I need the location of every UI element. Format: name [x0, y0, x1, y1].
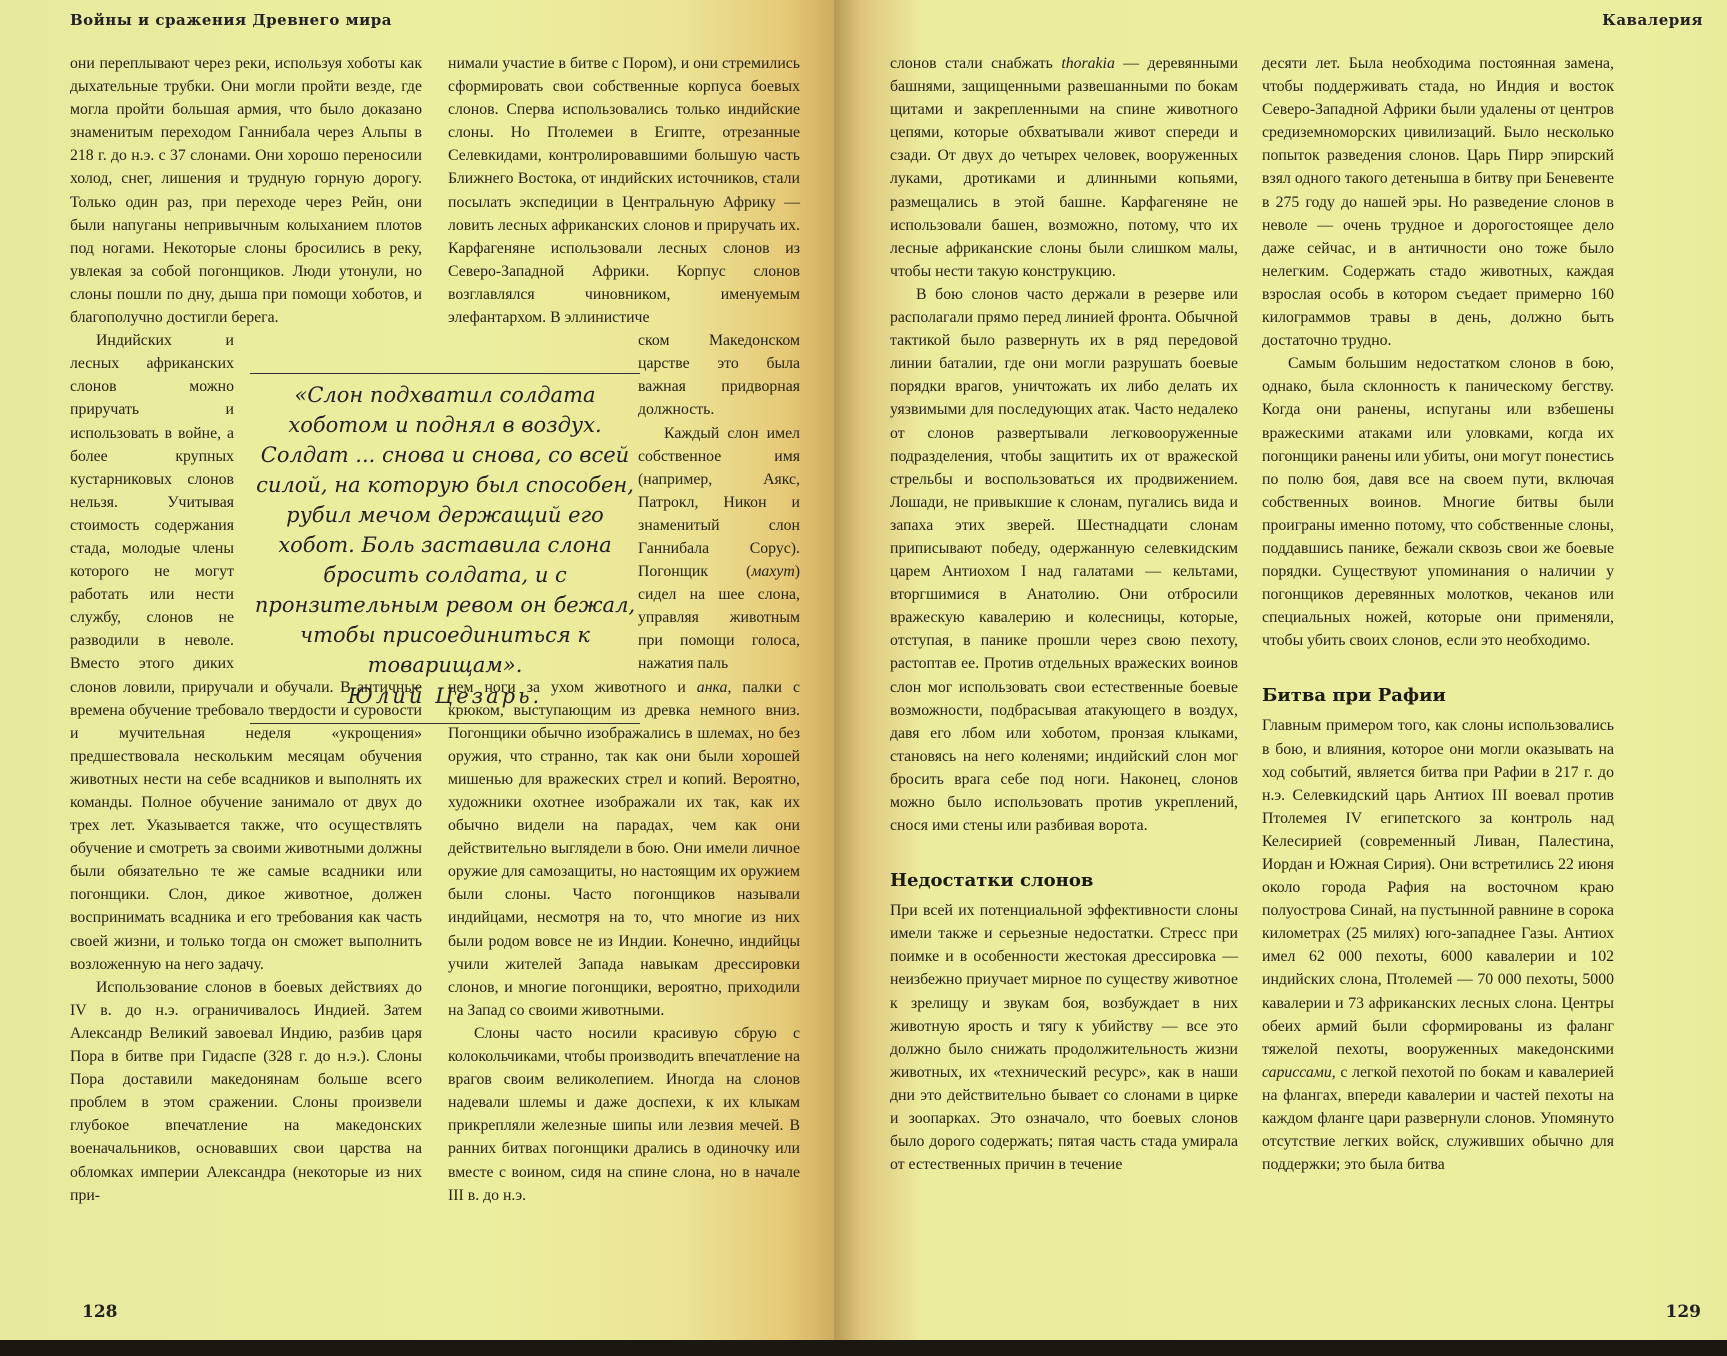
quote-text: «Слон подхватил солдата хоботом и поднял в воздух. Солдат ... снова и снова, со всей силой, на которую был способен, рубил мечом держащий его хобот. Боль заставила слона бросить солдата, и с пронзительным ревом он бежал, чтобы присоединиться к товарищам».	[254, 383, 636, 677]
paragraph-block	[638, 329, 800, 675]
paragraph	[448, 676, 800, 1022]
paragraph: Слоны часто носили красивую сбрую с колокольчиками, чтобы производить впечатление на врагов своим великолепием. Иногда на слонов надевали шлемы и даже доспехи, к их клыкам прикрепляли железные шипы или лезвия мечей. В ранних битвах погонщики дрались в одиночку или вместе с воином, сидя на спине слона, но в начале III в. до н.э.	[448, 1024, 800, 1204]
section-heading: Недостатки слонов	[890, 870, 1094, 892]
text: Главным примером того, как слоны использовались в бою, и влияния, которое они могли оказывать на ход событий, является битва при Рафии в 217 г. до н.э. Селевкидский царь Антиох III воевал против Птолемея IV египетского за контроль над Келесирией (современный Ливан, Палестина, Иордан и Южная Сирия). Они встретились 22 июня около города Рафия на восточном краю полуострова Синай, на пустынной равнине в сорока километрах (25 милях) юго-западнее Газы. Антиох имел 62 000 пехоты, 6000 кавалерии и 102 индийских слона, Птолемей — 70 000 пехоты, 5000 кавалерии и 73 африканских лесных слона. Центры обеих армий были сформированы из фаланг тяжелой пехоты, вооруженных македонскими	[1262, 717, 1614, 1058]
running-header-left: Войны и сражения Древнего мира	[70, 11, 392, 29]
italic-term: thorakia	[1061, 55, 1115, 72]
paragraph	[638, 422, 800, 676]
paragraph: Использование слонов в боевых действиях до IV в. до н.э. ограничивалось Индией. Затем Александр Великий завоевал Индию, разбив царя Пора в битве при Гидаспе (328 г. до н.э.). Слоны Пора доставили македонянам больше всего проблем в этом сражении. Слоны произвели глубокое впечатление на македонских военачальников, основавших свои царства на обломках империи Александра (некоторые из них при-	[70, 978, 422, 1204]
spacer	[1262, 652, 1614, 678]
italic-term: анка	[696, 678, 728, 696]
right-column-1	[890, 52, 1238, 1176]
text: — деревянными башнями, защищенными развешанными по бокам щитами и закрепленными на спине животного цепями, которые обхватывали живот спереди и сзади. От двух до четырех человек, вооруженных луками, дротиками и длинными копьями, размещались в этой башне. Карфагеняне не использовали башен, возможно, потому, что их лесные африканские слоны были слишком малы, чтобы нести такую конструкцию.	[890, 55, 1238, 280]
paragraph: десяти лет. Была необходима постоянная замена, чтобы поддерживать стада, но Индия и восток Северо-Западной Африки были удалены от центров средиземноморских цивилизаций. Было несколько попыток разведения слонов. Царь Пирр эпирский взял одного такого детеныша в битву при Беневенте в 275 году до нашей эры. Но разведение слонов в неволе — очень трудное и дорогостоящее дело даже сейчас, и в античности оно тоже было нелегким. Содержать стадо животных, каждая взрослая особь в котором съедает примерно 160 килограммов травы в день, должно быть достаточно трудно.	[1262, 55, 1614, 350]
text: слонов стали снабжать	[890, 55, 1062, 72]
italic-term: махут	[751, 563, 795, 581]
pull-quote	[250, 373, 640, 724]
paragraph: Самым большим недостатком слонов в бою, однако, была склонность к паническому бегству. Когда они ранены, испуганы или взбешены вражескими атаками или уловками, когда их погонщики ранены или убиты, они могут понестись по полю боя, давя все на своем пути, включая собственных воинов. Многие битвы были проиграны именно потому, что собственные слоны, поддавшись панике, бежали сквозь свои же боевые порядки. Существуют упоминания о наличии у погонщиков деревянных молотков, чеканов или специальных ножей, которые они применяли, чтобы убить своих слонов, если это необходимо.	[1262, 355, 1614, 650]
text: ) сидел на шее слона, управляя животным при помощи голоса, нажатия паль	[638, 563, 800, 673]
text: , с легкой пехотой по бокам и кавалерией на флангах, впереди кавалерии и частей пехоты на каждом фланге цари развернули слонов. Упомянуто отсутствие легких войск, служивших обычно для поддержки; это была битва	[1262, 1063, 1614, 1174]
section-heading: Битва при Рафии	[1262, 685, 1446, 707]
paragraph-text-cont: нов ловили, приручали и обучали. В античные времена обучение требовало твердости и суровости и мучительная неделя «укрощения» предшествовала нескольким месяцам обучения животных нести на себе всадников и выполнять их команды. Полное обучение занимало от двух до трех лет. Указывается также, что осуществлять обучение и смотреть за своими животными должны были обязательно те же самые всадники или погонщики. Слон, дикое животное, должен воспринимать всадника и его требования как часть своей жизни, и только тогда он сможет выполнить возложенную на него задачу.	[70, 678, 422, 973]
right-column-2	[1262, 52, 1614, 1176]
paragraph: При всей их потенциальной эффективности слоны имели также и серьезные недостатки. Стресс при поимке и в особенности жестокая дрессировка — неизбежно приучает мирное по существу животное к зрелищу и звукам боя, возбуждает в них животную ярость и тягу к убийству — все это должно было снижать продолжительность жизни животных, их «технический ресурс», как в наши дни это действительно бывает со слонами в цирке и зоопарках. Это означало, что боевых слонов было дорого содержать; пятая часть стада умирала от естественных причин в течение	[890, 902, 1238, 1174]
running-header-right: Кавалерия	[1602, 11, 1703, 29]
quote-attribution: Юлий Цезарь.	[347, 684, 543, 708]
left-page	[0, 0, 846, 1340]
page-number-right: 129	[1665, 1302, 1701, 1322]
scan-border	[0, 1340, 1727, 1356]
text: , палки с крюком, выступающим из древка немного вниз. Погонщики обычно изображались в шлемах, но без оружия, что странно, так как они были хорошей мишенью для вражеских стрел и копий. Вероятно, художники охотнее изображали их так, как их обычно видели на парадах, чем как они действительно выглядели в бою. Они имели личное оружие для самозащиты, но настоящим их оружием были слоны. Часто погонщиков называли индийцами, несмотря на то, что многие из них были родом вовсе не из Индии. Конечно, индийцы учили жителей Запада навыкам дрессировки слонов, и многие погонщики, вероятно, приходили на Запад со своими животными.	[448, 678, 800, 1019]
paragraph: В бою слонов часто держали в резерве или располагали прямо перед линией фронта. Обычной тактикой было развернуть их в ряд передовой линии баталии, где они могли разрушать боевые порядки врагов, уничтожать их либо делать их уязвимыми для последующих атак. Часто недалеко от слонов развертывали легковооруженные подразделения, чтобы защитить их от вражеской стрельбы и воспользоваться их продвижением. Лошади, не привыкшие к слонам, пугались вида и запаха этих зверей. Шестнадцати слонам приписывают победу, одержанную селевкидским царем Антиохом I над галатами — кельтами, вторгшимися в Анатолию. Они отбросили вражескую кавалерию и колесницы, которые, отступая, в панике прошли через свою пехоту, растоптав ее. Против отдельных вражеских воинов слон мог использовать свои естественные боевые возможности, подбрасывая атакующего в воздух, давя его лбом или хоботом, пронзая клыками, становясь на него коленями; индийский слон мог бросить врага себе под ноги. Наконец, слонов можно было использовать против укреплений, снося ими стены или разбивая ворота.	[890, 285, 1238, 835]
right-page	[834, 0, 1727, 1340]
paragraph-text: Индийских и лесных африканских слонов можно приручать и использовать в войне, а более крупных кустарниковых слонов нельзя. Учитывая стоимость содержания стада, молодые члены которого не могут работать или нести службу, слонов не разводили в неволе. Вместо этого диких сло	[70, 332, 234, 696]
text: цем ноги за ухом животного и	[448, 678, 697, 696]
paragraph	[1262, 714, 1614, 1176]
paragraph	[890, 52, 1238, 283]
paragraph: нимали участие в битве с Пором), и они стремились сформировать свои собственные корпуса боевых слонов. Сперва использовались только индийские слоны. Но Птолемеи в Египте, отрезанные Селевкидами, контролировавшими большую часть Ближнего Востока, от индийских источников, стали посылать экспедиции в Центральную Африку — ловить лесных африканских слонов и приручать их. Карфагеняне использовали лесных слонов из Северо-Западной Африки. Корпус слонов возглавлялся чиновником, именуемым элефантархом. В эллинистиче	[448, 55, 800, 327]
paragraph: они переплывают через реки, используя хоботы как дыхательные трубки. Они могли пройти везде, где могла пройти большая армия, что было доказано знаменитым переходом Ганнибала через Альпы в 218 г. до н.э. с 37 слонами. Они хорошо переносили холод, снег, лишения и трудную горную дорогу. Только один раз, при переходе через Рейн, они были напуганы непривычным колыханием плотов под ногами. Некоторые слоны бросились в реку, увлекая за собой погонщиков. Люди утонули, но слоны пошли по дну, дыша при помощи хоботов, и благополучно достигли берега.	[70, 55, 422, 327]
spacer	[890, 837, 1238, 863]
paragraph: ском Македонском царстве это была важная придворная должность.	[638, 332, 800, 419]
italic-term: сариссами	[1262, 1063, 1332, 1081]
page-number-left: 128	[82, 1302, 118, 1322]
text: Каждый слон имел собственное имя (например, Аякс, Патрокл, Никон и знаменитый слон Ганнибала Сорус). Погонщик (	[638, 424, 800, 581]
